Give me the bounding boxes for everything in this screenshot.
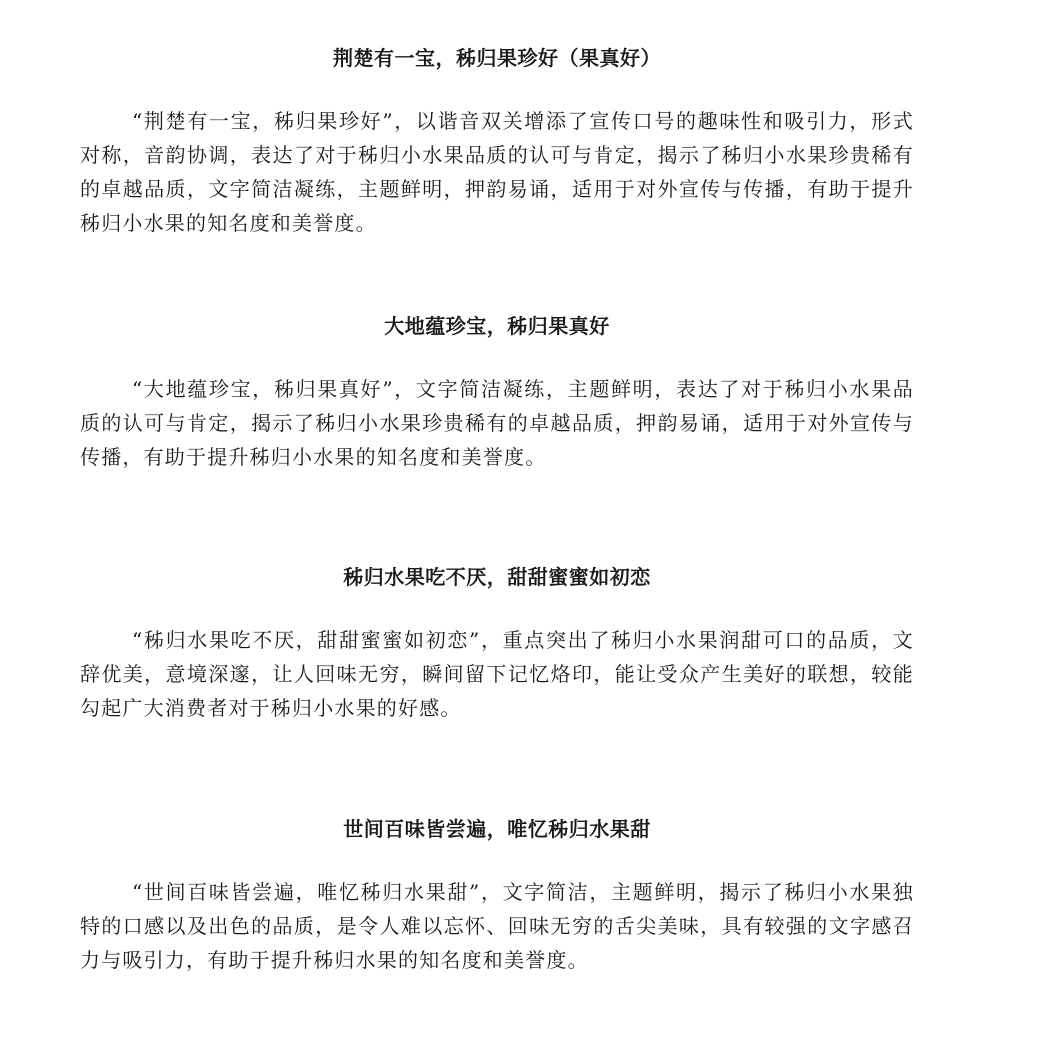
slogan-section-4 [80,817,914,977]
section-heading: 秭归水果吃不厌，甜甜蜜蜜如初恋 [343,565,651,589]
slogan-section-1 [80,46,914,240]
slogan-section-3 [80,565,914,725]
slogan-section-2 [80,314,914,474]
section-paragraph: “荆楚有一宝，秭归果珍好”，以谐音双关增添了宣传口号的趣味性和吸引力，形式对称，音韵协调，表达了对于秭归小水果品质的认可与肯定，揭示了秭归小水果珍贵稀有的卓越品质，文字简洁凝练，主题鲜明，押韵易诵，适用于对外宣传与传播，有助于提升秭归小水果的知名度和美誉度。 [80,109,914,235]
section-paragraph: “大地蕴珍宝，秭归果真好”，文字简洁凝练，主题鲜明，表达了对于秭归小水果品质的认可与肯定，揭示了秭归小水果珍贵稀有的卓越品质，押韵易诵，适用于对外宣传与传播，有助于提升秭归小水果的知名度和美誉度。 [80,377,914,469]
section-heading: 世间百味皆尝遍，唯忆秭归水果甜 [343,817,651,841]
section-heading: 荆楚有一宝，秭归果珍好（果真好） [333,46,661,70]
section-paragraph: “秭归水果吃不厌，甜甜蜜蜜如初恋”，重点突出了秭归小水果润甜可口的品质，文辞优美，意境深邃，让人回味无穷，瞬间留下记忆烙印，能让受众产生美好的联想，较能勾起广大消费者对于秭归小水果的好感。 [80,628,914,720]
section-paragraph: “世间百味皆尝遍，唯忆秭归水果甜”，文字简洁，主题鲜明，揭示了秭归小水果独特的口感以及出色的品质，是令人难以忘怀、回味无穷的舌尖美味，具有较强的文字感召力与吸引力，有助于提升秭归水果的知名度和美誉度。 [80,880,914,972]
section-heading: 大地蕴珍宝，秭归果真好 [384,314,610,338]
